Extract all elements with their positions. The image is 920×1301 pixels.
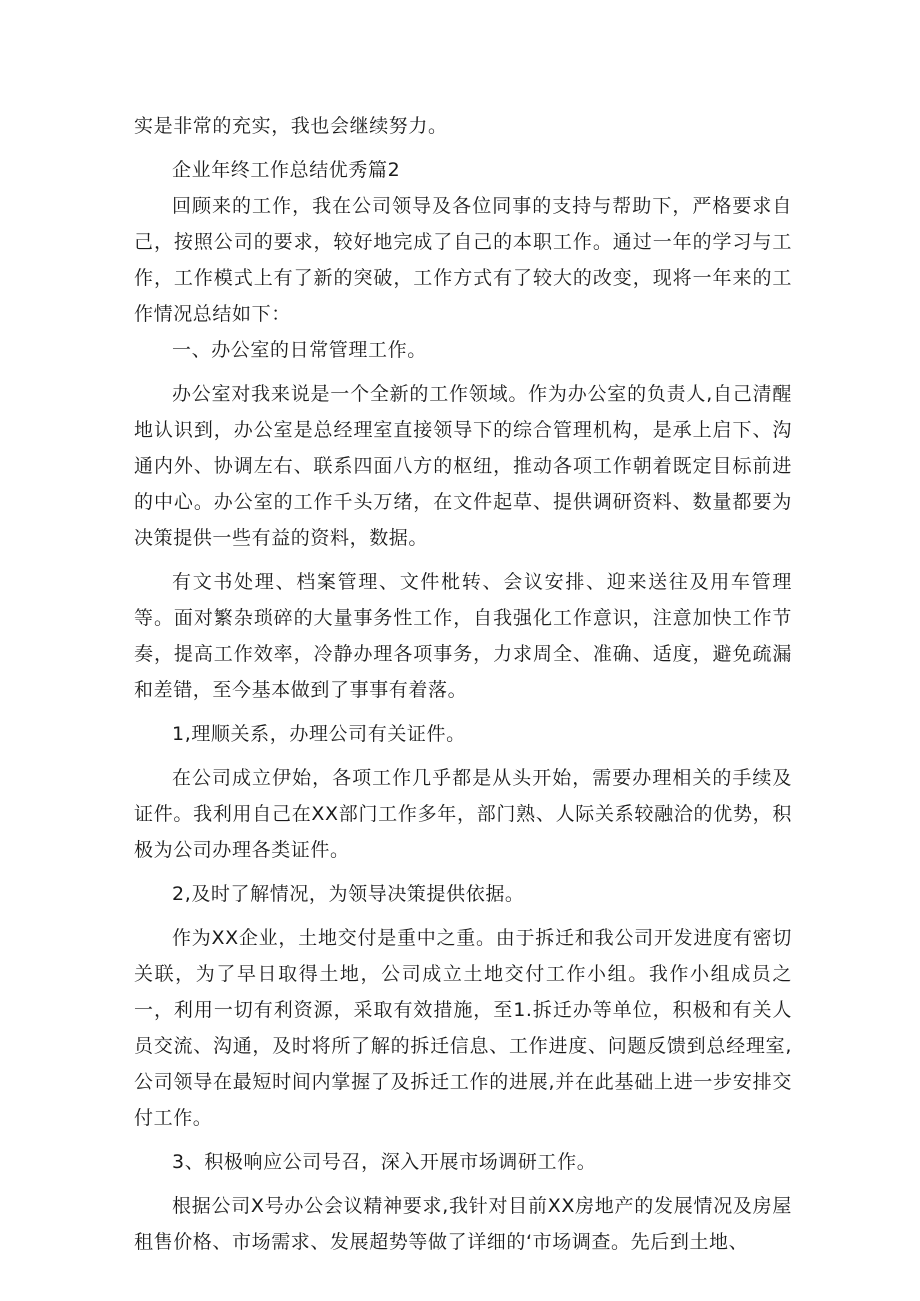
paragraph: 在公司成立伊始，各项工作几乎都是从头开始，需要办理相关的手续及证件。我利用自己在XX部门工作多年，部门熟、人际关系较融洽的优势，积极为公司办理各类证件。	[134, 767, 792, 861]
subheading: 3、积极响应公司号召，深入开展市场调研工作。	[172, 1151, 597, 1173]
paragraph-continuation: 实是非常的充实，我也会继续努力。	[134, 115, 448, 137]
section-heading: 企业年终工作总结优秀篇2	[172, 159, 401, 181]
document-body	[134, 108, 792, 1260]
paragraph: 回顾来的工作，我在公司领导及各位同事的支持与帮助下，严格要求自己，按照公司的要求，较好地完成了自己的本职工作。通过一年的学习与工作，工作模式上有了新的突破，工作方式有了较大的改变，现将一年来的工作情况总结如下：	[134, 195, 792, 325]
paragraph: 办公室对我来说是一个全新的工作领域。作为办公室的负责人,自己清醒地认识到，办公室是总经理室直接领导下的综合管理机构，是承上启下、沟通内外、协调左右、联系四面八方的枢纽，推动各项工作朝着既定目标前进的中心。办公室的工作千头万绪，在文件起草、提供调研资料、数量都要为决策提供一些有益的资料，数据。	[134, 383, 792, 549]
subheading: 1,理顺关系，办理公司有关证件。	[172, 723, 466, 745]
paragraph: 有文书处理、档案管理、文件枇转、会议安排、迎来送往及用车管理等。面对繁杂琐碎的大量事务性工作，自我强化工作意识，注意加快工作节奏，提高工作效率，冷静办理各项事务，力求周全、准确、适度，避免疏漏和差错，至今基本做到了事事有着落。	[134, 571, 792, 701]
paragraph: 作为XX企业，土地交付是重中之重。由于拆迁和我公司开发进度有密切关联，为了早日取得土地，公司成立土地交付工作小组。我作小组成员之一，利用一切有利资源，采取有效措施，至1.拆迁办等单位，积极和有关人员交流、沟通，及时将所了解的拆迁信息、工作进度、问题反馈到总经理室,公司领导在最短时间内掌握了及拆迁工作的进展,并在此基础上进一步安排交付工作。	[134, 927, 792, 1129]
subheading: 一、办公室的日常管理工作。	[172, 339, 427, 361]
subheading: 2,及时了解情况，为领导决策提供依据。	[172, 883, 525, 905]
paragraph: 根据公司X号办公会议精神要求,我针对目前XX房地产的发展情况及房屋租售价格、市场需求、发展超势等做了详细的‘市场调查。先后到土地、	[134, 1195, 792, 1253]
